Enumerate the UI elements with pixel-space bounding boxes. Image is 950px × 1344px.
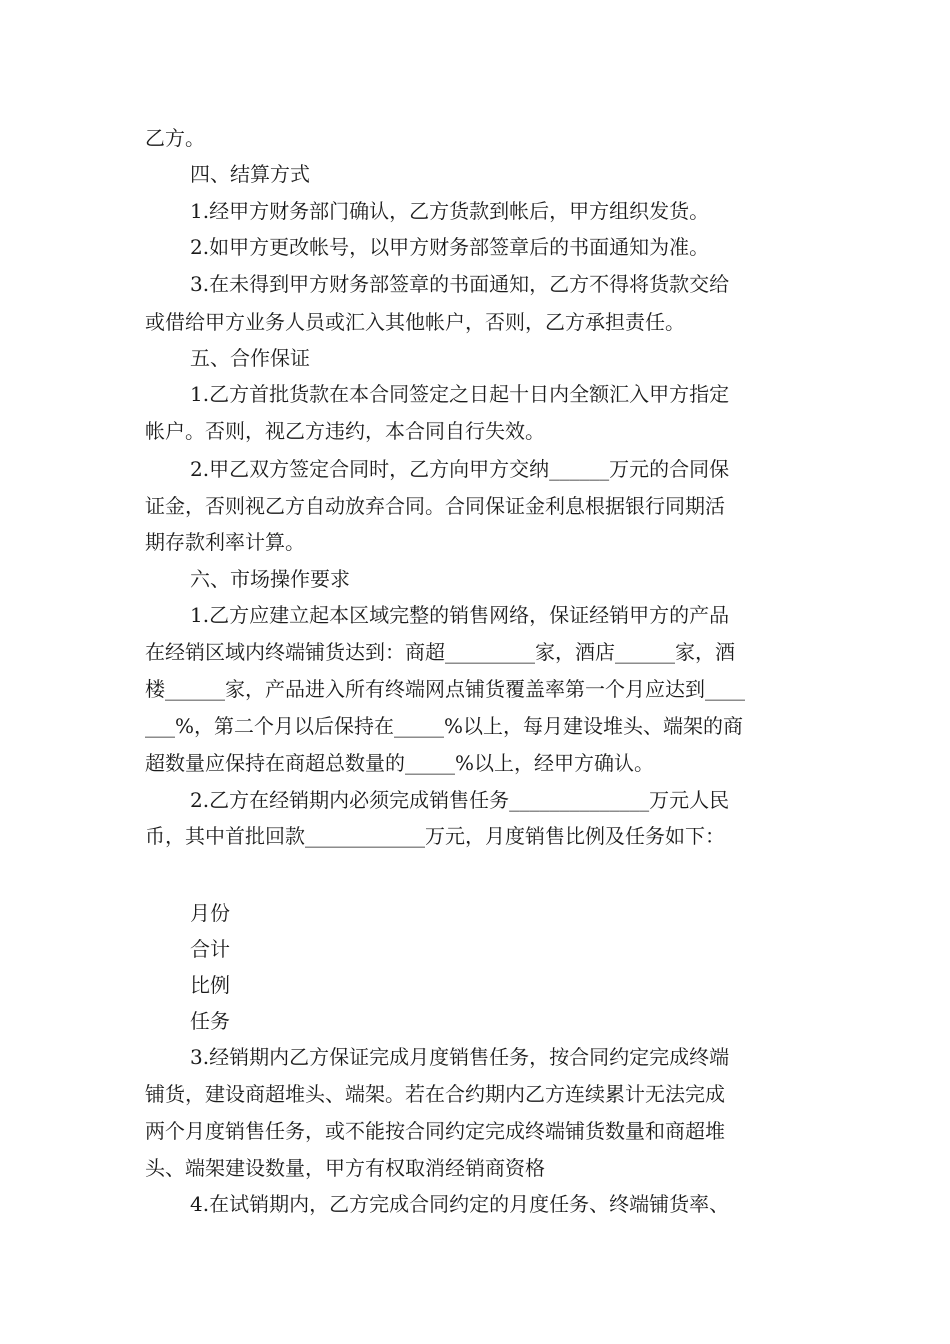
text-line: 或借给甲方业务人员或汇入其他帐户，否则，乙方承担责任。	[145, 310, 685, 334]
text-line: 4.在试销期内，乙方完成合同约定的月度任务、终端铺货率、	[190, 1192, 730, 1216]
text-line: 证金，否则视乙方自动放弃合同。合同保证金利息根据银行同期活	[145, 494, 725, 518]
text-line: 乙方。	[145, 126, 205, 150]
text-line: 四、结算方式	[190, 162, 310, 186]
text-line: 六、市场操作要求	[190, 567, 350, 591]
text-line: 1.乙方应建立起本区域完整的销售网络，保证经销甲方的产品	[190, 603, 730, 627]
text-line: 两个月度销售任务，或不能按合同约定完成终端铺货数量和商超堆	[145, 1119, 725, 1143]
text-line: 期存款利率计算。	[145, 530, 305, 554]
text-line: 合计	[190, 937, 230, 961]
text-line: 任务	[190, 1009, 230, 1033]
text-line: 比例	[190, 973, 230, 997]
text-line: 2.甲乙双方签定合同时，乙方向甲方交纳______万元的合同保	[190, 457, 730, 481]
text-line: 2.乙方在经销期内必须完成销售任务______________万元人民	[190, 788, 730, 812]
text-line: 头、端架建设数量，甲方有权取消经销商资格	[145, 1156, 545, 1180]
text-line: 超数量应保持在商超总数量的_____%以上，经甲方确认。	[145, 751, 655, 775]
text-line: 币，其中首批回款____________万元，月度销售比例及任务如下：	[145, 824, 725, 848]
text-line: 五、合作保证	[190, 346, 310, 370]
text-line: ___%，第二个月以后保持在_____%以上，每月建设堆头、端架的商	[145, 714, 744, 738]
text-line: 帐户。否则，视乙方违约，本合同自行失效。	[145, 419, 545, 443]
text-line: 铺货，建设商超堆头、端架。若在合约期内乙方连续累计无法完成	[145, 1082, 725, 1106]
text-line: 在经销区域内终端铺货达到：商超_________家，酒店______家，酒	[145, 640, 735, 664]
text-line: 月份	[190, 901, 230, 925]
text-line: 2.如甲方更改帐号，以甲方财务部签章后的书面通知为准。	[190, 235, 710, 259]
text-line: 楼______家，产品进入所有终端网点铺货覆盖率第一个月应达到____	[145, 677, 745, 701]
text-line: 3.在未得到甲方财务部签章的书面通知，乙方不得将货款交给	[190, 272, 730, 296]
text-line: 1.经甲方财务部门确认，乙方货款到帐后，甲方组织发货。	[190, 199, 710, 223]
text-line: 1.乙方首批货款在本合同签定之日起十日内全额汇入甲方指定	[190, 382, 730, 406]
text-line: 3.经销期内乙方保证完成月度销售任务，按合同约定完成终端	[190, 1045, 730, 1069]
